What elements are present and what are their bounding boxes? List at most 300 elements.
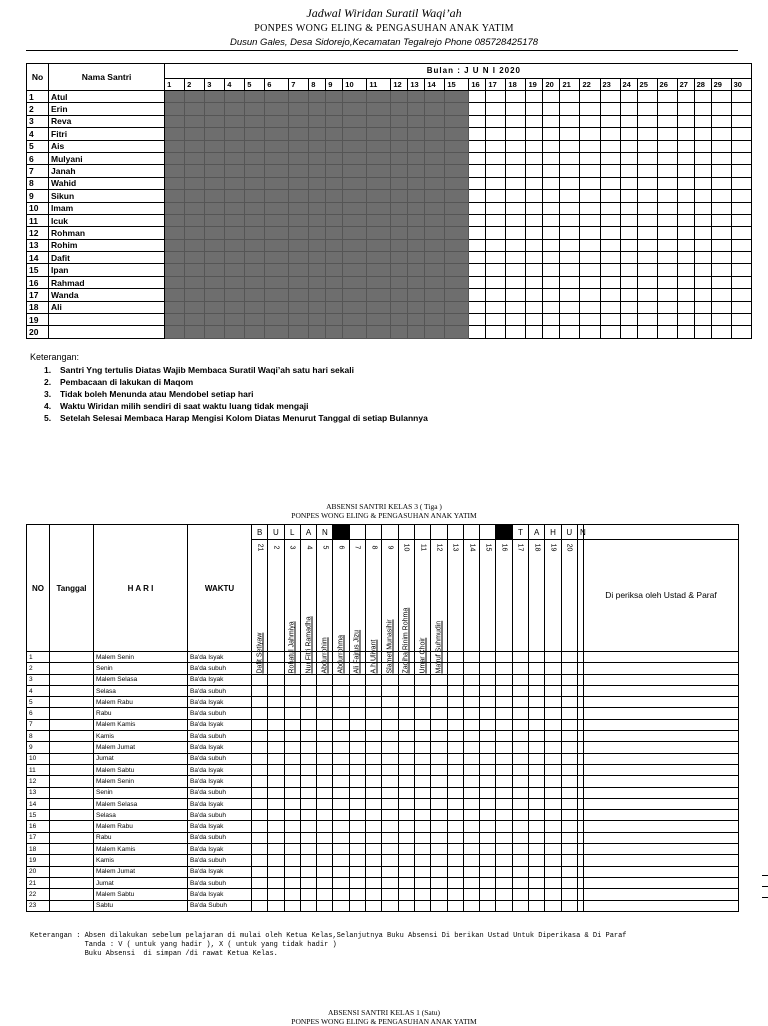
attendance-cell[interactable] [252,753,268,764]
day-cell[interactable] [620,252,637,264]
paraf-cell[interactable] [583,810,738,821]
day-cell[interactable] [711,276,731,288]
day-cell[interactable] [486,264,506,276]
day-cell[interactable] [367,252,391,264]
day-cell[interactable] [225,326,245,338]
day-cell[interactable] [694,202,711,214]
day-cell[interactable] [711,239,731,251]
day-cell[interactable] [165,227,185,239]
attendance-cell[interactable] [366,685,382,696]
day-cell[interactable] [245,190,265,202]
attendance-cell[interactable] [447,877,463,888]
attendance-cell[interactable] [333,697,349,708]
day-cell[interactable] [731,214,751,226]
attendance-cell[interactable] [349,731,365,742]
day-cell[interactable] [343,190,367,202]
day-cell[interactable] [677,314,694,326]
day-cell[interactable] [326,177,343,189]
day-cell[interactable] [445,152,469,164]
day-cell[interactable] [367,301,391,313]
day-cell[interactable] [580,140,600,152]
day-cell[interactable] [731,177,751,189]
day-cell[interactable] [367,264,391,276]
day-cell[interactable] [165,202,185,214]
attendance-cell[interactable] [496,764,512,775]
day-cell[interactable] [289,152,309,164]
day-cell[interactable] [543,91,560,103]
attendance-cell[interactable] [431,844,447,855]
attendance-cell[interactable] [300,832,316,843]
date-cell[interactable] [50,810,94,821]
date-cell[interactable] [50,798,94,809]
day-cell[interactable] [711,128,731,140]
day-cell[interactable] [408,289,425,301]
day-cell[interactable] [657,202,677,214]
attendance-cell[interactable] [300,889,316,900]
day-cell[interactable] [694,128,711,140]
attendance-cell[interactable] [349,855,365,866]
day-cell[interactable] [343,91,367,103]
day-cell[interactable] [367,91,391,103]
day-cell[interactable] [637,301,657,313]
attendance-cell[interactable] [252,787,268,798]
day-cell[interactable] [600,103,620,115]
day-cell[interactable] [185,227,205,239]
day-cell[interactable] [205,214,225,226]
attendance-cell[interactable] [496,798,512,809]
day-cell[interactable] [391,264,408,276]
day-cell[interactable] [185,252,205,264]
day-cell[interactable] [289,326,309,338]
day-cell[interactable] [445,115,469,127]
attendance-cell[interactable] [561,742,577,753]
paraf-cell[interactable] [583,821,738,832]
attendance-cell[interactable] [447,731,463,742]
day-cell[interactable] [425,276,445,288]
attendance-cell[interactable] [317,900,333,911]
attendance-cell[interactable] [480,708,496,719]
attendance-cell[interactable] [300,866,316,877]
day-cell[interactable] [560,252,580,264]
attendance-cell[interactable] [300,900,316,911]
day-cell[interactable] [486,239,506,251]
day-cell[interactable] [445,276,469,288]
day-cell[interactable] [343,227,367,239]
attendance-cell[interactable] [496,663,512,674]
attendance-cell[interactable] [252,674,268,685]
attendance-cell[interactable] [317,731,333,742]
attendance-cell[interactable] [480,731,496,742]
attendance-cell[interactable] [545,877,561,888]
day-cell[interactable] [731,140,751,152]
attendance-cell[interactable] [431,832,447,843]
day-cell[interactable] [185,140,205,152]
day-cell[interactable] [469,239,486,251]
attendance-cell[interactable] [300,810,316,821]
day-cell[interactable] [694,301,711,313]
day-cell[interactable] [637,165,657,177]
day-cell[interactable] [620,264,637,276]
date-cell[interactable] [50,776,94,787]
paraf-cell[interactable] [583,764,738,775]
attendance-cell[interactable] [317,753,333,764]
day-cell[interactable] [326,252,343,264]
attendance-cell[interactable] [496,810,512,821]
day-cell[interactable] [391,115,408,127]
attendance-cell[interactable] [349,844,365,855]
attendance-cell[interactable] [447,719,463,730]
day-cell[interactable] [620,115,637,127]
paraf-cell[interactable] [583,787,738,798]
day-cell[interactable] [225,165,245,177]
date-cell[interactable] [50,787,94,798]
day-cell[interactable] [600,301,620,313]
day-cell[interactable] [205,276,225,288]
day-cell[interactable] [367,190,391,202]
day-cell[interactable] [425,103,445,115]
attendance-cell[interactable] [545,889,561,900]
day-cell[interactable] [165,190,185,202]
day-cell[interactable] [309,227,326,239]
attendance-cell[interactable] [431,753,447,764]
attendance-cell[interactable] [382,787,398,798]
day-cell[interactable] [185,190,205,202]
attendance-cell[interactable] [268,731,284,742]
attendance-cell[interactable] [447,764,463,775]
attendance-cell[interactable] [268,719,284,730]
day-cell[interactable] [343,103,367,115]
attendance-cell[interactable] [561,832,577,843]
attendance-cell[interactable] [300,753,316,764]
day-cell[interactable] [469,214,486,226]
day-cell[interactable] [486,326,506,338]
day-cell[interactable] [165,239,185,251]
day-cell[interactable] [677,202,694,214]
attendance-cell[interactable] [398,708,414,719]
day-cell[interactable] [486,140,506,152]
attendance-cell[interactable] [333,719,349,730]
attendance-cell[interactable] [333,855,349,866]
attendance-cell[interactable] [545,652,561,663]
day-cell[interactable] [637,103,657,115]
attendance-cell[interactable] [382,764,398,775]
day-cell[interactable] [367,227,391,239]
day-cell[interactable] [620,152,637,164]
attendance-cell[interactable] [414,753,430,764]
day-cell[interactable] [445,202,469,214]
attendance-cell[interactable] [300,742,316,753]
attendance-cell[interactable] [561,674,577,685]
day-cell[interactable] [289,301,309,313]
attendance-cell[interactable] [512,855,528,866]
attendance-cell[interactable] [529,866,545,877]
attendance-cell[interactable] [447,685,463,696]
attendance-cell[interactable] [284,697,300,708]
day-cell[interactable] [526,301,543,313]
day-cell[interactable] [711,314,731,326]
attendance-cell[interactable] [349,753,365,764]
attendance-cell[interactable] [496,719,512,730]
day-cell[interactable] [657,314,677,326]
paraf-cell[interactable] [583,844,738,855]
day-cell[interactable] [408,326,425,338]
day-cell[interactable] [526,177,543,189]
day-cell[interactable] [326,239,343,251]
day-cell[interactable] [165,264,185,276]
day-cell[interactable] [408,301,425,313]
day-cell[interactable] [600,91,620,103]
attendance-cell[interactable] [529,719,545,730]
day-cell[interactable] [205,128,225,140]
day-cell[interactable] [245,115,265,127]
attendance-cell[interactable] [447,889,463,900]
paraf-cell[interactable] [583,697,738,708]
day-cell[interactable] [326,190,343,202]
attendance-cell[interactable] [561,844,577,855]
day-cell[interactable] [343,140,367,152]
attendance-cell[interactable] [414,877,430,888]
day-cell[interactable] [711,252,731,264]
day-cell[interactable] [265,115,289,127]
attendance-cell[interactable] [333,900,349,911]
day-cell[interactable] [309,190,326,202]
day-cell[interactable] [560,177,580,189]
attendance-cell[interactable] [512,821,528,832]
day-cell[interactable] [506,227,526,239]
date-cell[interactable] [50,742,94,753]
attendance-cell[interactable] [284,810,300,821]
paraf-cell[interactable] [583,855,738,866]
day-cell[interactable] [657,140,677,152]
attendance-cell[interactable] [529,674,545,685]
day-cell[interactable] [205,177,225,189]
day-cell[interactable] [526,128,543,140]
day-cell[interactable] [367,103,391,115]
attendance-cell[interactable] [480,764,496,775]
attendance-cell[interactable] [545,866,561,877]
day-cell[interactable] [694,165,711,177]
attendance-cell[interactable] [349,719,365,730]
day-cell[interactable] [657,289,677,301]
attendance-cell[interactable] [561,731,577,742]
attendance-cell[interactable] [366,708,382,719]
day-cell[interactable] [391,289,408,301]
day-cell[interactable] [326,103,343,115]
attendance-cell[interactable] [529,753,545,764]
attendance-cell[interactable] [333,731,349,742]
day-cell[interactable] [711,91,731,103]
day-cell[interactable] [711,115,731,127]
day-cell[interactable] [367,289,391,301]
attendance-cell[interactable] [252,821,268,832]
day-cell[interactable] [526,239,543,251]
attendance-cell[interactable] [317,697,333,708]
day-cell[interactable] [637,227,657,239]
day-cell[interactable] [600,128,620,140]
day-cell[interactable] [560,264,580,276]
attendance-cell[interactable] [317,787,333,798]
day-cell[interactable] [289,227,309,239]
attendance-cell[interactable] [512,866,528,877]
date-cell[interactable] [50,697,94,708]
day-cell[interactable] [408,264,425,276]
attendance-cell[interactable] [529,764,545,775]
attendance-cell[interactable] [561,821,577,832]
day-cell[interactable] [657,190,677,202]
day-cell[interactable] [225,128,245,140]
day-cell[interactable] [309,177,326,189]
attendance-cell[interactable] [529,685,545,696]
attendance-cell[interactable] [366,798,382,809]
attendance-cell[interactable] [447,821,463,832]
day-cell[interactable] [185,264,205,276]
attendance-cell[interactable] [463,731,479,742]
day-cell[interactable] [543,140,560,152]
paraf-cell[interactable] [583,652,738,663]
day-cell[interactable] [560,227,580,239]
attendance-cell[interactable] [529,832,545,843]
day-cell[interactable] [225,214,245,226]
day-cell[interactable] [408,165,425,177]
day-cell[interactable] [620,326,637,338]
day-cell[interactable] [711,289,731,301]
day-cell[interactable] [677,252,694,264]
day-cell[interactable] [367,128,391,140]
day-cell[interactable] [445,289,469,301]
attendance-cell[interactable] [447,900,463,911]
day-cell[interactable] [245,165,265,177]
day-cell[interactable] [711,103,731,115]
day-cell[interactable] [391,140,408,152]
day-cell[interactable] [343,214,367,226]
attendance-cell[interactable] [463,832,479,843]
attendance-cell[interactable] [463,776,479,787]
day-cell[interactable] [165,276,185,288]
day-cell[interactable] [711,165,731,177]
day-cell[interactable] [343,276,367,288]
attendance-cell[interactable] [431,855,447,866]
attendance-cell[interactable] [512,900,528,911]
day-cell[interactable] [657,264,677,276]
day-cell[interactable] [469,252,486,264]
day-cell[interactable] [560,289,580,301]
day-cell[interactable] [677,177,694,189]
attendance-cell[interactable] [414,719,430,730]
attendance-cell[interactable] [414,674,430,685]
attendance-cell[interactable] [480,685,496,696]
day-cell[interactable] [526,289,543,301]
attendance-cell[interactable] [545,697,561,708]
day-cell[interactable] [580,152,600,164]
day-cell[interactable] [526,314,543,326]
day-cell[interactable] [185,91,205,103]
day-cell[interactable] [600,276,620,288]
day-cell[interactable] [694,276,711,288]
day-cell[interactable] [445,214,469,226]
attendance-cell[interactable] [252,877,268,888]
day-cell[interactable] [580,289,600,301]
attendance-cell[interactable] [561,877,577,888]
date-cell[interactable] [50,900,94,911]
attendance-cell[interactable] [284,866,300,877]
day-cell[interactable] [225,115,245,127]
attendance-cell[interactable] [463,652,479,663]
attendance-cell[interactable] [398,674,414,685]
day-cell[interactable] [711,152,731,164]
day-cell[interactable] [543,115,560,127]
attendance-cell[interactable] [431,787,447,798]
attendance-cell[interactable] [414,787,430,798]
day-cell[interactable] [265,165,289,177]
attendance-cell[interactable] [463,674,479,685]
attendance-cell[interactable] [398,764,414,775]
day-cell[interactable] [309,314,326,326]
attendance-cell[interactable] [252,798,268,809]
attendance-cell[interactable] [431,798,447,809]
attendance-cell[interactable] [317,708,333,719]
attendance-cell[interactable] [284,776,300,787]
attendance-cell[interactable] [496,685,512,696]
day-cell[interactable] [205,165,225,177]
day-cell[interactable] [225,239,245,251]
attendance-cell[interactable] [268,764,284,775]
day-cell[interactable] [408,177,425,189]
day-cell[interactable] [526,214,543,226]
attendance-cell[interactable] [300,764,316,775]
attendance-cell[interactable] [366,674,382,685]
date-cell[interactable] [50,652,94,663]
attendance-cell[interactable] [284,832,300,843]
attendance-cell[interactable] [268,900,284,911]
day-cell[interactable] [543,264,560,276]
day-cell[interactable] [731,115,751,127]
date-cell[interactable] [50,753,94,764]
day-cell[interactable] [408,91,425,103]
attendance-cell[interactable] [366,764,382,775]
day-cell[interactable] [265,202,289,214]
day-cell[interactable] [486,128,506,140]
day-cell[interactable] [506,103,526,115]
day-cell[interactable] [600,252,620,264]
attendance-cell[interactable] [561,764,577,775]
day-cell[interactable] [425,165,445,177]
day-cell[interactable] [326,227,343,239]
attendance-cell[interactable] [268,652,284,663]
day-cell[interactable] [677,128,694,140]
day-cell[interactable] [600,165,620,177]
paraf-cell[interactable] [583,731,738,742]
day-cell[interactable] [677,239,694,251]
attendance-cell[interactable] [284,844,300,855]
attendance-cell[interactable] [398,844,414,855]
day-cell[interactable] [731,314,751,326]
day-cell[interactable] [205,326,225,338]
day-cell[interactable] [245,301,265,313]
attendance-cell[interactable] [512,844,528,855]
attendance-cell[interactable] [545,844,561,855]
day-cell[interactable] [580,202,600,214]
day-cell[interactable] [265,326,289,338]
day-cell[interactable] [185,177,205,189]
day-cell[interactable] [408,252,425,264]
attendance-cell[interactable] [333,832,349,843]
day-cell[interactable] [560,190,580,202]
attendance-cell[interactable] [366,855,382,866]
attendance-cell[interactable] [512,877,528,888]
attendance-cell[interactable] [545,731,561,742]
attendance-cell[interactable] [545,821,561,832]
day-cell[interactable] [289,252,309,264]
